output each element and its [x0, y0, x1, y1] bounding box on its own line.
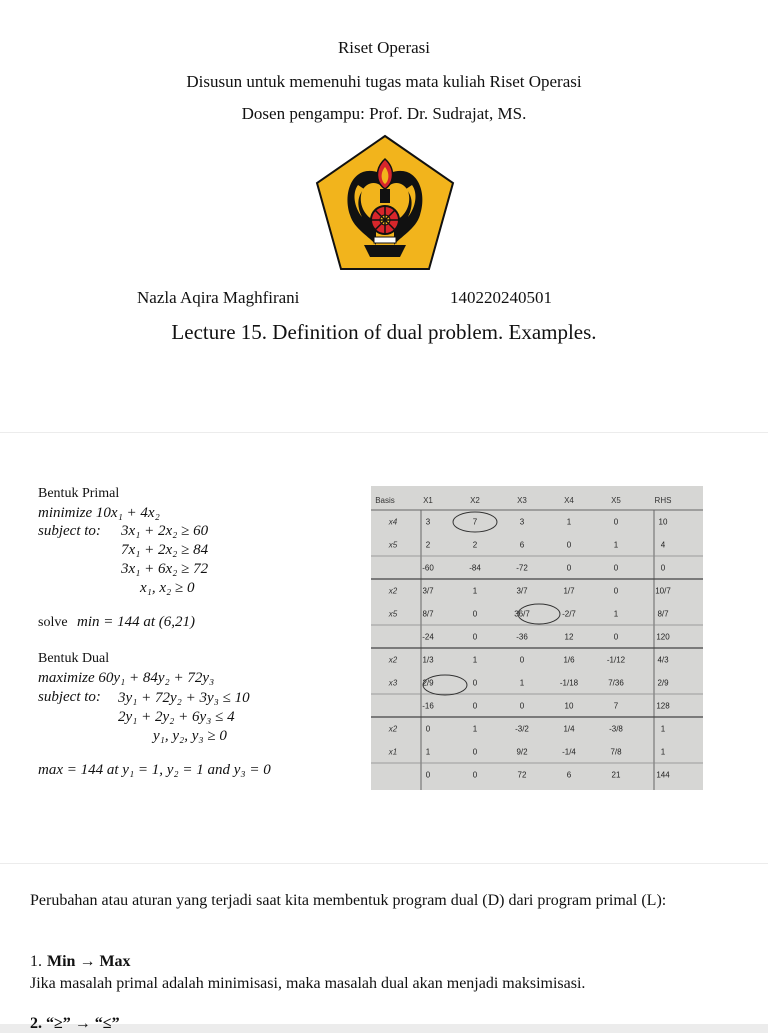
table-header: X2 [470, 496, 480, 505]
table-cell: 8/7 [422, 609, 434, 619]
table-cell: 0 [425, 770, 431, 780]
table-cell: 0 [613, 517, 619, 527]
table-cell: 120 [656, 632, 670, 642]
table-cell: 1 [660, 747, 666, 757]
table-cell: 0 [472, 609, 478, 619]
rule1-title: Min → Max [47, 953, 131, 970]
table-cell: -60 [422, 563, 434, 573]
table-header: X3 [517, 496, 527, 505]
table-cell: 7/8 [610, 747, 622, 757]
table-basis: x3 [388, 678, 398, 688]
table-cell: 0 [613, 563, 619, 573]
table-cell: 2/9 [657, 678, 669, 688]
table-cell: 21 [611, 770, 621, 780]
table-cell: 1 [613, 540, 619, 550]
table-cell: 2 [425, 540, 431, 550]
rules-page [0, 864, 768, 1024]
dual-constraint: 2y₁ + 2y₂ + 6y₃ ≤ 4 [118, 709, 235, 725]
primal-constraint-label: subject to: [38, 523, 101, 539]
table-header: Basis [375, 496, 395, 505]
table-cell: 7/36 [608, 678, 624, 688]
dual-constraint: 3y₁ + 72y₂ + 3y₃ ≤ 10 [118, 690, 250, 706]
table-header: RHS [654, 496, 672, 505]
table-cell: 3 [519, 517, 525, 527]
table-cell: 1 [660, 724, 666, 734]
table-cell: -1/18 [559, 678, 579, 688]
dual-heading: Bentuk Dual [38, 651, 110, 666]
table-basis: x4 [388, 517, 398, 527]
table-cell: 1 [472, 586, 478, 596]
table-cell: 3/7 [422, 586, 434, 596]
table-cell: -84 [469, 563, 481, 573]
table-cell: 0 [425, 724, 431, 734]
author-name: Nazla Aqira Maghfirani [137, 288, 300, 307]
table-cell: 1/3 [422, 655, 434, 665]
table-cell: -1/12 [606, 655, 626, 665]
table-basis: x5 [388, 609, 398, 619]
table-basis: x2 [388, 655, 398, 665]
university-logo-icon [314, 133, 456, 275]
table-cell: 0 [519, 655, 525, 665]
table-cell: 2/9 [422, 678, 434, 688]
table-cell: -3/8 [609, 724, 623, 734]
table-basis: x5 [388, 540, 398, 550]
table-cell: 72 [517, 770, 527, 780]
table-cell: 1/6 [563, 655, 575, 665]
table-header: X4 [564, 496, 574, 505]
lecture-title: Lecture 15. Definition of dual problem. Examples. [171, 320, 597, 344]
table-cell: 7 [613, 701, 619, 711]
table-cell: 9/2 [516, 747, 528, 757]
table-header: X5 [611, 496, 621, 505]
student-id: 140220240501 [450, 288, 552, 307]
table-cell: -3/2 [515, 724, 529, 734]
dual-solution: max = 144 at y₁ = 1, y₂ = 1 and y₃ = 0 [38, 762, 271, 778]
table-basis: x2 [388, 724, 398, 734]
rules-intro: Perubahan atau aturan yang terjadi saat kita membentuk program dual (D) dari program primal (L): [30, 892, 667, 909]
table-cell: -1/4 [562, 747, 576, 757]
table-cell: 1/4 [563, 724, 575, 734]
rule1-text: Jika masalah primal adalah minimisasi, maka masalah dual akan menjadi maksimisasi. [30, 975, 586, 992]
table-cell: 6 [519, 540, 525, 550]
table-cell: 10 [564, 701, 574, 711]
primal-constraint: 7x₁ + 2x₂ ≥ 84 [121, 542, 209, 558]
table-cell: 1 [425, 747, 431, 757]
table-cell: 1 [472, 655, 478, 665]
table-cell: 1/7 [563, 586, 575, 596]
table-cell: -36 [516, 632, 528, 642]
table-basis: x2 [388, 586, 398, 596]
primal-solution: min = 144 at (6,21) [77, 614, 196, 630]
table-header: X1 [423, 496, 433, 505]
table-cell: 1 [472, 724, 478, 734]
table-cell: 0 [660, 563, 666, 573]
lecturer-line: Dosen pengampu: Prof. Dr. Sudrajat, MS. [241, 104, 527, 123]
table-cell: 0 [519, 701, 525, 711]
rule-number: 1. [30, 953, 42, 970]
table-cell: 0 [613, 586, 619, 596]
table-cell: 0 [472, 747, 478, 757]
table-cell: 4 [660, 540, 666, 550]
table-cell: 0 [613, 632, 619, 642]
table-cell: 2 [472, 540, 478, 550]
table-basis: x1 [388, 747, 398, 757]
course-title: Riset Operasi [337, 38, 431, 57]
cover-subtitle: Disusun untuk memenuhi tugas mata kuliah Riset Operasi [186, 72, 582, 91]
table-cell: 6 [566, 770, 572, 780]
table-cell: 1 [566, 517, 572, 527]
table-cell: 12 [564, 632, 574, 642]
dual-constraint-label: subject to: [38, 689, 101, 705]
table-cell: 0 [472, 701, 478, 711]
table-cell: 1 [519, 678, 525, 688]
dual-nonnegativity: y₁, y₂, y₃ ≥ 0 [153, 728, 227, 744]
table-cell: 0 [566, 540, 572, 550]
table-cell: 0 [472, 632, 478, 642]
rule2-title: 2. “≥” → “≤” [30, 1015, 120, 1032]
table-cell: 8/7 [657, 609, 669, 619]
table-cell: 1 [613, 609, 619, 619]
primal-constraint: 3x₁ + 6x₂ ≥ 72 [121, 561, 209, 577]
primal-constraint: 3x₁ + 2x₂ ≥ 60 [121, 523, 209, 539]
cover-page [0, 0, 768, 432]
table-cell: 0 [472, 678, 478, 688]
table-cell: 4/3 [657, 655, 669, 665]
table-cell: 144 [656, 770, 670, 780]
table-cell: 36/7 [514, 609, 530, 619]
table-cell: -16 [422, 701, 434, 711]
table-cell: 0 [472, 770, 478, 780]
table-cell: 3/7 [516, 586, 528, 596]
solve-label: solve [38, 615, 68, 630]
table-cell: 128 [656, 701, 670, 711]
table-cell: 10/7 [655, 586, 671, 596]
table-cell: 10 [658, 517, 668, 527]
primal-nonnegativity: x₁, x₂ ≥ 0 [140, 580, 195, 596]
table-cell: 3 [425, 517, 431, 527]
table-cell: 0 [566, 563, 572, 573]
table-cell: -24 [422, 632, 434, 642]
table-cell: -72 [516, 563, 528, 573]
table-cell: -2/7 [562, 609, 576, 619]
simplex-table-image [371, 486, 703, 790]
primal-heading: Bentuk Primal [38, 486, 120, 501]
table-cell: 7 [472, 517, 478, 527]
dual-objective: maximize 60y₁ + 84y₂ + 72y₃ [38, 670, 215, 686]
primal-objective: minimize 10x₁ + 4x₂ [38, 505, 160, 521]
